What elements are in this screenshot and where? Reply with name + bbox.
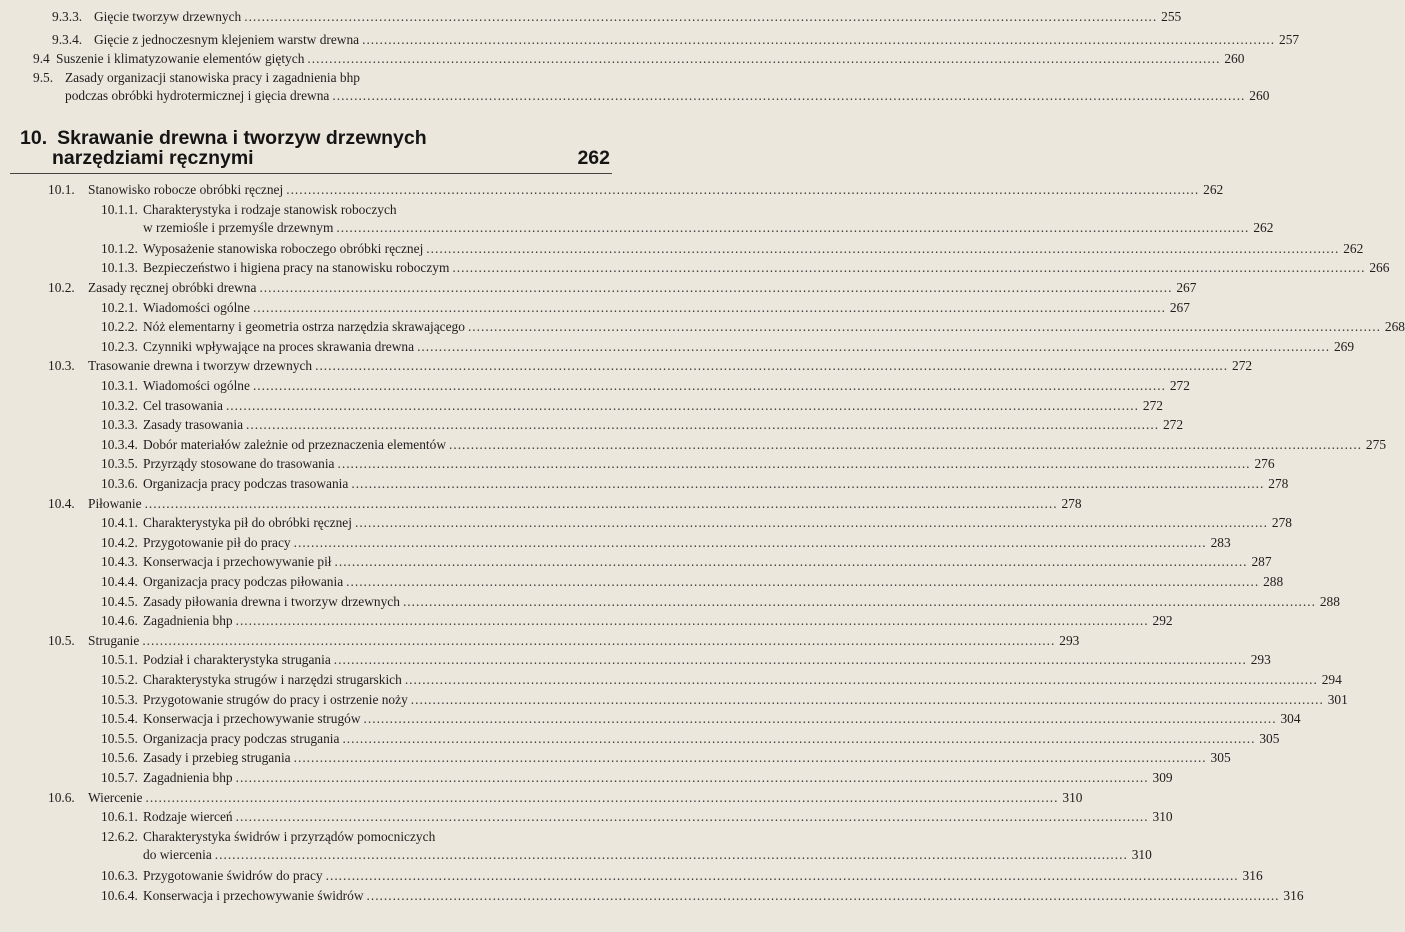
toc-entry-title: Zasady piłowania drewna i tworzyw drzewnych bbox=[143, 594, 400, 609]
toc-entry-number: 9.3.4. bbox=[52, 32, 83, 47]
toc-entry-page: 269 bbox=[1333, 339, 1355, 354]
toc-entry-title: Konserwacja i przechowywanie świdrów bbox=[143, 888, 364, 903]
toc-entry bbox=[101, 651, 1271, 669]
toc-entry-title: Organizacja pracy podczas strugania bbox=[143, 731, 340, 746]
toc-entry-page: 283 bbox=[1210, 535, 1231, 550]
toc-entry-number: 10.2.1. bbox=[101, 300, 138, 315]
dot-leader bbox=[259, 279, 1172, 297]
toc-entry-page: 310 bbox=[1131, 847, 1152, 862]
toc-entry-title: Charakterystyka i rodzaje stanowisk roboczych bbox=[143, 202, 397, 217]
toc-entry-number: 10.5. bbox=[48, 633, 75, 648]
toc-entry-page: 305 bbox=[1259, 731, 1280, 746]
toc-entry bbox=[101, 436, 1387, 454]
dot-leader bbox=[236, 808, 1149, 826]
toc-entry-title: Zasady ręcznej obróbki drewna bbox=[88, 280, 257, 295]
toc-entry-page: 255 bbox=[1161, 9, 1182, 24]
dot-leader bbox=[336, 219, 1249, 237]
toc-entry bbox=[48, 632, 1080, 650]
dot-leader bbox=[145, 495, 1058, 513]
toc-entry-number: 12.6.2. bbox=[101, 829, 138, 844]
toc-entry-number: 10.5.7. bbox=[101, 770, 138, 785]
dot-leader bbox=[294, 534, 1207, 552]
chapter-heading-line-1 bbox=[20, 128, 610, 148]
toc-entry-number: 10.6. bbox=[48, 790, 75, 805]
toc-entry-title: Wiercenie bbox=[88, 790, 143, 805]
toc-entry bbox=[101, 671, 1342, 689]
toc-entry-number: 10.4.3. bbox=[101, 554, 138, 569]
toc-entry bbox=[33, 50, 1245, 68]
toc-entry-title: Struganie bbox=[88, 633, 140, 648]
toc-entry-page: 275 bbox=[1365, 437, 1387, 452]
toc-entry bbox=[101, 612, 1173, 630]
dot-leader bbox=[332, 87, 1245, 105]
toc-entry-title: Trasowanie drewna i tworzyw drzewnych bbox=[88, 358, 313, 373]
chapter-heading-line-2 bbox=[20, 148, 610, 168]
toc-entry-number: 10.6.4. bbox=[101, 888, 138, 903]
toc-entry bbox=[101, 593, 1340, 611]
toc-entry-title-block bbox=[143, 201, 1273, 237]
toc-entry-number: 10.3.2. bbox=[101, 398, 138, 413]
toc-entry-number: 10.2.2. bbox=[101, 319, 138, 334]
toc-entry bbox=[101, 887, 1304, 905]
toc-entry-number: 10.1. bbox=[48, 182, 75, 197]
toc-entry-number: 9.4 bbox=[33, 51, 50, 66]
toc-entry-title: Zasady i przebieg strugania bbox=[143, 750, 291, 765]
toc-entry-page: 272 bbox=[1232, 358, 1253, 373]
toc-entry-number: 10.5.3. bbox=[101, 692, 138, 707]
toc-entry-page: 262 bbox=[1343, 241, 1364, 256]
toc-entry-page: 310 bbox=[1062, 790, 1083, 805]
toc-entry-number: 10.3.5. bbox=[101, 456, 138, 471]
toc-entry-title: Suszenie i klimatyzowanie elementów giętych bbox=[56, 51, 305, 66]
toc-entry-number: 10.4.2. bbox=[101, 535, 138, 550]
toc-entry-number: 10.3.4. bbox=[101, 437, 138, 452]
toc-entry-title-row-2 bbox=[65, 87, 1269, 105]
toc-entry bbox=[52, 31, 1300, 49]
chapter-heading bbox=[20, 128, 610, 168]
toc-entry bbox=[101, 710, 1301, 728]
toc-entry-title-row-2 bbox=[143, 846, 1152, 864]
dot-leader bbox=[315, 357, 1228, 375]
toc-entry bbox=[101, 455, 1275, 473]
toc-entry-page: 310 bbox=[1152, 809, 1173, 824]
dot-leader bbox=[367, 887, 1280, 905]
toc-entry-number: 10.6.1. bbox=[101, 809, 138, 824]
toc-entry bbox=[48, 181, 1224, 199]
toc-entry bbox=[101, 338, 1355, 356]
toc-entry-number: 10.1.2. bbox=[101, 241, 138, 256]
toc-entry bbox=[48, 279, 1197, 297]
chapter-number: 10. bbox=[20, 127, 48, 149]
toc-entry-title-continued: podczas obróbki hydrotermicznej i gięcia drewna bbox=[65, 88, 330, 103]
dot-leader bbox=[449, 436, 1362, 454]
toc-entry-page: 272 bbox=[1169, 378, 1190, 393]
dot-leader bbox=[403, 593, 1316, 611]
toc-entry-title: Zagadnienia bhp bbox=[143, 613, 233, 628]
toc-entry-title-block bbox=[65, 69, 1269, 105]
toc-entry-number: 10.4. bbox=[48, 496, 75, 511]
toc-entry bbox=[101, 553, 1272, 571]
toc-entry bbox=[52, 8, 1182, 26]
dot-leader bbox=[468, 318, 1381, 336]
toc-entry-page: 287 bbox=[1251, 554, 1272, 569]
toc-entry bbox=[101, 808, 1173, 826]
dot-leader bbox=[244, 8, 1157, 26]
toc-entry-page: 260 bbox=[1249, 88, 1270, 103]
toc-entry-page: 262 bbox=[1253, 220, 1274, 235]
dot-leader bbox=[426, 240, 1339, 258]
toc-entry-page: 257 bbox=[1279, 32, 1300, 47]
toc-entry-page: 305 bbox=[1210, 750, 1231, 765]
toc-entry bbox=[101, 828, 1152, 864]
toc-entry bbox=[101, 514, 1292, 532]
toc-entry bbox=[101, 318, 1405, 336]
toc-entry-title: Cel trasowania bbox=[143, 398, 223, 413]
toc-entry-title: Podział i charakterystyka strugania bbox=[143, 652, 331, 667]
toc-entry-title: Konserwacja i przechowywanie pił bbox=[143, 554, 332, 569]
toc-entry-page: 292 bbox=[1152, 613, 1173, 628]
toc-entry-number: 10.2. bbox=[48, 280, 75, 295]
toc-entry-title: Rodzaje wierceń bbox=[143, 809, 233, 824]
toc-entry-title: Charakterystyka pił do obróbki ręcznej bbox=[143, 515, 352, 530]
toc-entry-number: 10.1.1. bbox=[101, 202, 138, 217]
toc-entry-page: 288 bbox=[1263, 574, 1284, 589]
toc-entry bbox=[101, 240, 1364, 258]
dot-leader bbox=[215, 846, 1128, 864]
toc-entry-title: Przygotowanie pił do pracy bbox=[143, 535, 291, 550]
toc-entry-title: Gięcie tworzyw drzewnych bbox=[94, 9, 242, 24]
toc-entry-title: Wiadomości ogólne bbox=[143, 300, 250, 315]
dot-leader bbox=[236, 769, 1149, 787]
toc-entry-number: 10.4.1. bbox=[101, 515, 138, 530]
toc-entry-title: Nóż elementarny i geometria ostrza narzędzia skrawającego bbox=[143, 319, 465, 334]
dot-leader bbox=[286, 181, 1199, 199]
toc-entry-page: 288 bbox=[1319, 594, 1340, 609]
toc-entry-number: 9.5. bbox=[33, 70, 54, 85]
toc-entry-number: 9.3.3. bbox=[52, 9, 83, 24]
toc-entry-title-block bbox=[143, 828, 1152, 864]
toc-entry-page: 262 bbox=[1203, 182, 1224, 197]
toc-entry-title: Wiadomości ogólne bbox=[143, 378, 250, 393]
dot-leader bbox=[405, 671, 1318, 689]
toc-entry-number: 10.5.1. bbox=[101, 652, 138, 667]
toc-entry bbox=[48, 789, 1083, 807]
toc-entry-title: Organizacja pracy podczas piłowania bbox=[143, 574, 344, 589]
toc-entry-page: 278 bbox=[1061, 496, 1082, 511]
toc-entry-page: 272 bbox=[1142, 398, 1163, 413]
dot-leader bbox=[338, 455, 1251, 473]
toc-entry bbox=[101, 416, 1184, 434]
chapter-rule bbox=[10, 173, 612, 174]
toc-entry bbox=[101, 377, 1190, 395]
toc-entry-number: 10.4.4. bbox=[101, 574, 138, 589]
dot-leader bbox=[307, 50, 1220, 68]
toc-entry-number: 10.5.4. bbox=[101, 711, 138, 726]
dot-leader bbox=[342, 730, 1255, 748]
dot-leader bbox=[246, 416, 1159, 434]
toc-entry-page: 268 bbox=[1384, 319, 1405, 334]
toc-entry-title: Charakterystyka świdrów i przyrządów pomocniczych bbox=[143, 829, 436, 844]
toc-entry bbox=[101, 867, 1263, 885]
dot-leader bbox=[452, 259, 1365, 277]
toc-entry-title-row-2 bbox=[143, 219, 1273, 237]
chapter-page: 262 bbox=[577, 147, 610, 169]
dot-leader bbox=[346, 573, 1259, 591]
toc-entry bbox=[101, 201, 1274, 237]
toc-entry-page: 294 bbox=[1321, 672, 1342, 687]
toc-entry-number: 10.6.3. bbox=[101, 868, 138, 883]
toc-entry-page: 266 bbox=[1369, 260, 1390, 275]
toc-entry bbox=[48, 357, 1253, 375]
toc-entry-page: 316 bbox=[1242, 868, 1263, 883]
toc-entry-number: 10.1.3. bbox=[101, 260, 138, 275]
dot-leader bbox=[355, 514, 1268, 532]
toc-entry bbox=[33, 69, 1270, 105]
toc-entry-number: 10.3.1. bbox=[101, 378, 138, 393]
toc-entry-title: Czynniki wpływające na proces skrawania drewna bbox=[143, 339, 415, 354]
toc-entry bbox=[101, 397, 1163, 415]
toc-entry-page: 301 bbox=[1327, 692, 1348, 707]
toc-entry-number: 10.4.6. bbox=[101, 613, 138, 628]
dot-leader bbox=[334, 651, 1247, 669]
toc-entry-page: 304 bbox=[1280, 711, 1301, 726]
toc-entry-page: 276 bbox=[1254, 456, 1275, 471]
toc-entry-title-continued: w rzemiośle i przemyśle drzewnym bbox=[143, 220, 334, 235]
dot-leader bbox=[253, 299, 1166, 317]
toc-entry bbox=[101, 769, 1173, 787]
toc-entry-number: 10.5.2. bbox=[101, 672, 138, 687]
toc-entry-number: 10.3. bbox=[48, 358, 75, 373]
toc-entry-page: 278 bbox=[1268, 476, 1289, 491]
dot-leader bbox=[335, 553, 1248, 571]
toc-entry bbox=[48, 495, 1082, 513]
dot-leader bbox=[253, 377, 1166, 395]
toc-entry-page: 267 bbox=[1176, 280, 1197, 295]
toc-entry-title: Dobór materiałów zależnie od przeznaczenia elementów bbox=[143, 437, 446, 452]
toc-entry-number: 10.3.3. bbox=[101, 417, 138, 432]
toc-entry-title: Przyrządy stosowane do trasowania bbox=[143, 456, 335, 471]
toc-entry-title: Wyposażenie stanowiska roboczego obróbki ręcznej bbox=[143, 241, 424, 256]
toc-entry bbox=[101, 573, 1284, 591]
toc-entry-title: Zagadnienia bhp bbox=[143, 770, 233, 785]
toc-entry bbox=[101, 749, 1231, 767]
dot-leader bbox=[142, 632, 1055, 650]
dot-leader bbox=[294, 749, 1207, 767]
toc-entry-page: 293 bbox=[1059, 633, 1080, 648]
toc-entry bbox=[101, 730, 1280, 748]
toc-entry-page: 267 bbox=[1169, 300, 1190, 315]
toc-entry-page: 272 bbox=[1162, 417, 1184, 432]
dot-leader bbox=[226, 397, 1139, 415]
toc-entry bbox=[101, 259, 1390, 277]
dot-leader bbox=[411, 691, 1324, 709]
toc-entry-page: 293 bbox=[1250, 652, 1271, 667]
chapter-title-line-2: narzędziami ręcznymi bbox=[52, 147, 254, 169]
dot-leader bbox=[364, 710, 1277, 728]
dot-leader bbox=[326, 867, 1239, 885]
toc-entry-title: Gięcie z jednoczesnym klejeniem warstw drewna bbox=[94, 32, 360, 47]
toc-entry-title: Bezpieczeństwo i higiena pracy na stanowisku roboczym bbox=[143, 260, 450, 275]
toc-entry-title: Przygotowanie świdrów do pracy bbox=[143, 868, 323, 883]
toc-entry-title: Konserwacja i przechowywanie strugów bbox=[143, 711, 361, 726]
toc-entry-title: Piłowanie bbox=[88, 496, 142, 511]
toc-entry bbox=[101, 299, 1190, 317]
dot-leader bbox=[236, 612, 1149, 630]
chapter-title-line-1: Skrawanie drewna i tworzyw drzewnych bbox=[57, 127, 427, 149]
toc-entry-number: 10.3.6. bbox=[101, 476, 138, 491]
toc-entry-title: Przygotowanie strugów do pracy i ostrzenie noży bbox=[143, 692, 408, 707]
toc-entry-number: 10.2.3. bbox=[101, 339, 138, 354]
toc-entry-title: Stanowisko robocze obróbki ręcznej bbox=[88, 182, 284, 197]
dot-leader bbox=[145, 789, 1058, 807]
toc-entry-page: 316 bbox=[1283, 888, 1304, 903]
dot-leader bbox=[417, 338, 1330, 356]
toc-entry-title: Zasady organizacji stanowiska pracy i zagadnienia bhp bbox=[65, 70, 360, 85]
toc-entry bbox=[101, 475, 1289, 493]
toc-entry-title: Organizacja pracy podczas trasowania bbox=[143, 476, 349, 491]
toc-entry bbox=[101, 534, 1231, 552]
dot-leader bbox=[351, 475, 1264, 493]
toc-entry-page: 278 bbox=[1271, 515, 1292, 530]
dot-leader bbox=[362, 31, 1275, 49]
toc-entry-number: 10.5.6. bbox=[101, 750, 138, 765]
toc-entry bbox=[101, 691, 1348, 709]
toc-entry-page: 309 bbox=[1152, 770, 1173, 785]
toc-entry-page: 260 bbox=[1224, 51, 1245, 66]
toc-entry-title-continued: do wiercenia bbox=[143, 847, 212, 862]
toc-entry-title: Zasady trasowania bbox=[143, 417, 244, 432]
toc-entry-title: Charakterystyka strugów i narzędzi strugarskich bbox=[143, 672, 402, 687]
toc-entry-number: 10.5.5. bbox=[101, 731, 138, 746]
toc-entry-number: 10.4.5. bbox=[101, 594, 138, 609]
